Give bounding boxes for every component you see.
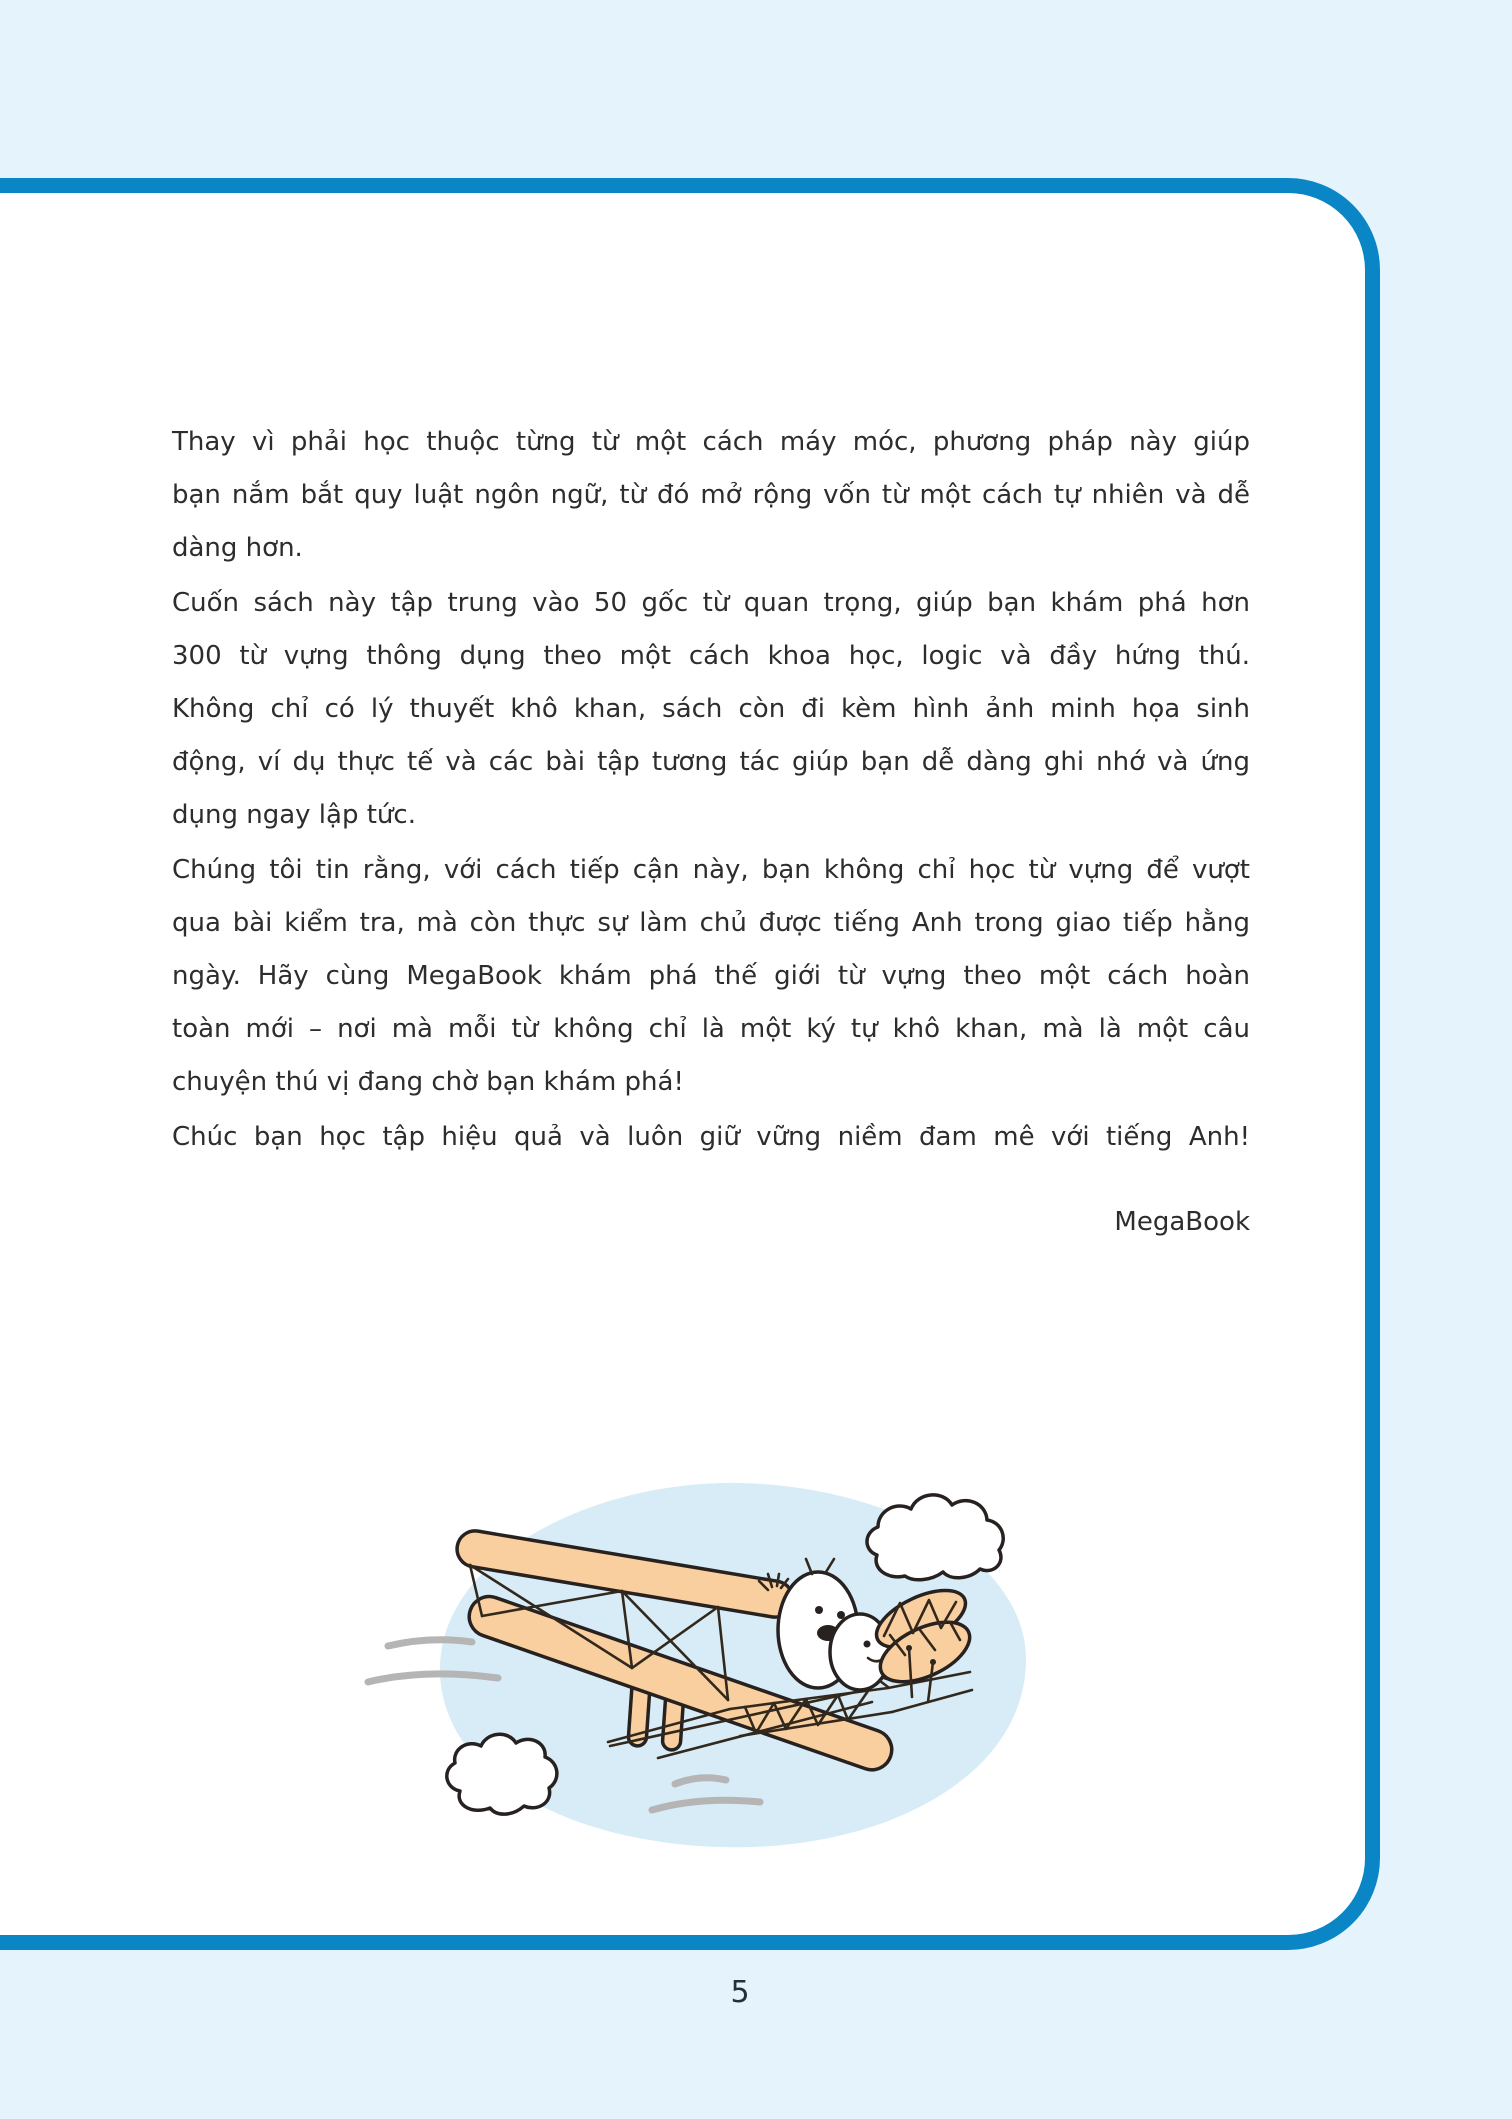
paragraph (172, 416, 1250, 575)
text-line: Không chỉ có lý thuyết khô khan, sách còn đi kèm hình ảnh minh họa sinh (172, 694, 1250, 724)
text-line: Thay vì phải học thuộc từng từ một cách máy móc, phương pháp này giúp (172, 427, 1250, 457)
paragraph (172, 1111, 1250, 1164)
paragraph (172, 844, 1250, 1109)
paragraph (172, 577, 1250, 842)
text-line: Chúng tôi tin rằng, với cách tiếp cận này, bạn không chỉ học từ vựng để vượt (172, 855, 1250, 885)
cloud-top-right (867, 1495, 1003, 1580)
text-line: dàng hơn. (172, 533, 303, 563)
text-line: chuyện thú vị đang chờ bạn khám phá! (172, 1067, 684, 1097)
text-line: Cuốn sách này tập trung vào 50 gốc từ quan trọng, giúp bạn khám phá hơn (172, 588, 1250, 618)
text-line: Chúc bạn học tập hiệu quả và luôn giữ vững niềm đam mê với tiếng Anh! (172, 1122, 1250, 1152)
page-number: 5 (730, 1975, 750, 2010)
text-line: 300 từ vựng thông dụng theo một cách khoa học, logic và đầy hứng thú. (172, 641, 1250, 671)
cloud-bottom-left (447, 1734, 557, 1814)
biplane-illustration (360, 1450, 1080, 1890)
text-line: ngày. Hãy cùng MegaBook khám phá thế giới từ vựng theo một cách hoàn (172, 961, 1250, 991)
page-text (172, 416, 1250, 1249)
text-line: dụng ngay lập tức. (172, 800, 416, 830)
text-line: bạn nắm bắt quy luật ngôn ngữ, từ đó mở rộng vốn từ một cách tự nhiên và dễ (172, 480, 1250, 510)
paragraphs (172, 416, 1250, 1164)
text-line: toàn mới – nơi mà mỗi từ không chỉ là một ký tự khô khan, mà là một câu (172, 1014, 1250, 1044)
text-line: qua bài kiểm tra, mà còn thực sự làm chủ được tiếng Anh trong giao tiếp hằng (172, 908, 1250, 938)
text-line: động, ví dụ thực tế và các bài tập tương tác giúp bạn dễ dàng ghi nhớ và ứng (172, 747, 1250, 777)
signature: MegaBook (1114, 1207, 1250, 1237)
